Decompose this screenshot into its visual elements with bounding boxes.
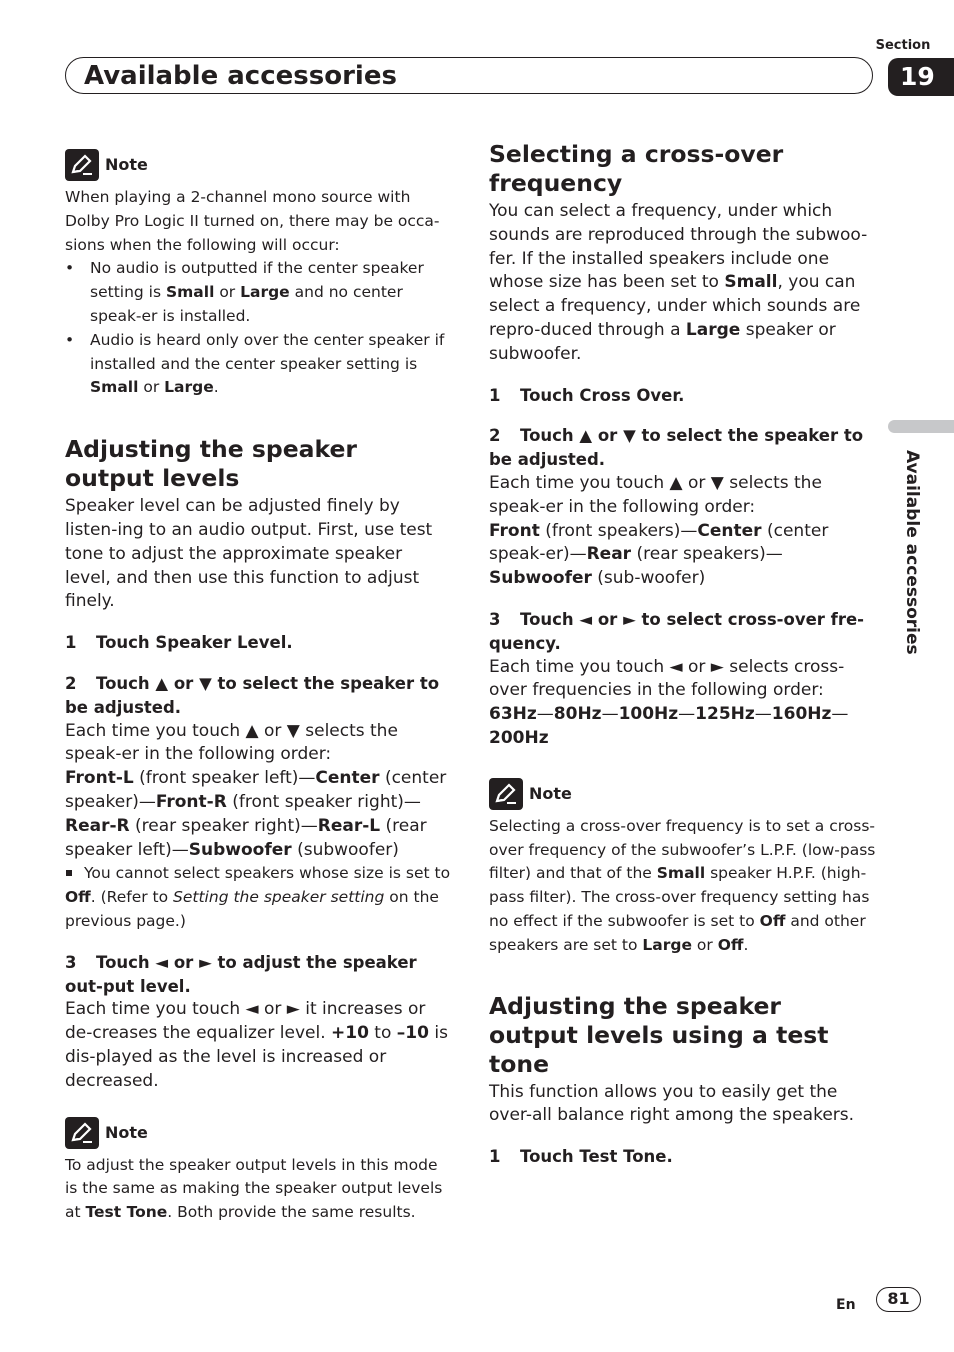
language-label: En xyxy=(836,1297,856,1313)
note-label: Note xyxy=(105,155,148,175)
note-header xyxy=(65,148,453,182)
note-body: To adjust the speaker output levels in this mode is the same as making the speaker output levels at Test Tone. Both provide the same results. xyxy=(65,1155,443,1222)
note-block xyxy=(489,777,877,958)
section-number-badge: 19 xyxy=(888,58,954,96)
step-2-body: Each time you touch ▲ or ▼ selects the speak-er in the following order: xyxy=(489,472,822,517)
note-block xyxy=(65,148,453,400)
list-item: • Audio is heard only over the center speaker if installed and the center speaker setting is Small or Large. xyxy=(65,329,453,400)
pencil-note-icon xyxy=(489,778,523,810)
note-body xyxy=(65,186,453,400)
section-heading: Adjusting the speaker output levels using a test tone xyxy=(489,991,829,1078)
step-3-body: Each time you touch ◄ or ► it increases or de-creases the equalizer level. +10 to –10 is dis-played as the level is increased or decreased. xyxy=(65,999,448,1091)
note-header xyxy=(65,1116,453,1150)
step-1: 1 Touch Cross Over. xyxy=(489,385,685,405)
step-3: 3 Touch ◄ or ► to select cross-over fre-quency. xyxy=(489,609,865,653)
note-label: Note xyxy=(529,783,572,803)
square-note: You cannot select speakers whose size is set to Off. (Refer to Setting the speaker setting on the previous page.) xyxy=(65,864,451,930)
section-heading: Adjusting the speaker output levels xyxy=(65,435,358,493)
square-bullet-icon xyxy=(66,870,72,876)
step-3-body: Each time you touch ◄ or ► selects cross-over frequencies in the following order: xyxy=(489,656,845,701)
speaker-order: Front (front speakers)—Center (center speak-er)—Rear (rear speakers)—Subwoofer (sub-woofer) xyxy=(489,520,829,589)
pencil-note-icon xyxy=(65,149,99,181)
step-2: 2 Touch ▲ or ▼ to select the speaker to be adjusted. xyxy=(65,673,440,717)
speaker-order: Front-L (front speaker left)—Center (center speaker)—Front-R (front speaker right)—Rear-R (rear speaker right)—Rear-L (rear speaker left)—Subwoofer (subwoofer) xyxy=(65,768,447,860)
note-list xyxy=(65,257,453,400)
step-1: 1 Touch Speaker Level. xyxy=(65,633,293,653)
side-tab-label: Available accessories xyxy=(902,450,922,655)
frequency-order: 63Hz—80Hz—100Hz—125Hz—160Hz— 200Hz xyxy=(489,704,849,748)
pencil-note-icon xyxy=(65,1117,99,1149)
page-number: 81 xyxy=(876,1287,921,1312)
step-3: 3 Touch ◄ or ► to adjust the speaker out-put level. xyxy=(65,952,417,996)
page-title: Available accessories xyxy=(84,61,397,91)
section-body: Speaker level can be adjusted finely by listen-ing to an audio output. First, use test tone to adjust the approximate speaker level, and then use this function to adjust finely. xyxy=(65,496,433,612)
step-2: 2 Touch ▲ or ▼ to select the speaker to be adjusted. xyxy=(489,426,864,470)
list-item: • No audio is outputted if the center speaker setting is Small or Large and no center speak-er is installed. xyxy=(65,257,453,328)
left-column xyxy=(65,148,453,1225)
note-header xyxy=(489,777,877,811)
step-1: 1 Touch Test Tone. xyxy=(489,1147,673,1167)
section-heading: Selecting a cross-over frequency xyxy=(489,140,784,197)
side-tab-marker xyxy=(888,420,954,433)
section-body: You can select a frequency, under which sounds are reproduced through the subwoo-fer. If the installed speakers include one whose size has been set to Small, you can select a frequency, under which sounds are repro-duced through a Large speaker or subwoofer. xyxy=(489,201,868,364)
section-label: Section xyxy=(875,38,931,53)
step-2-body: Each time you touch ▲ or ▼ selects the speak-er in the following order: xyxy=(65,720,398,765)
note-label: Note xyxy=(105,1122,148,1142)
right-column xyxy=(489,140,877,1169)
note-body: Selecting a cross-over frequency is to set a cross-over frequency of the subwoofer’s L.P.F. (low-pass filter) and that of the Small speaker H.P.F. (high-pass filter). The cross-over frequency setting has no effect if the subwoofer is set to Off and other speakers are set to Large or Off. xyxy=(489,816,876,954)
section-body: This function allows you to easily get the over-all balance right among the speakers. xyxy=(489,1081,855,1126)
note-block xyxy=(65,1116,453,1225)
note-intro: When playing a 2-channel mono source with Dolby Pro Logic II turned on, there may be occa-sions when the following will occur: xyxy=(65,188,440,254)
